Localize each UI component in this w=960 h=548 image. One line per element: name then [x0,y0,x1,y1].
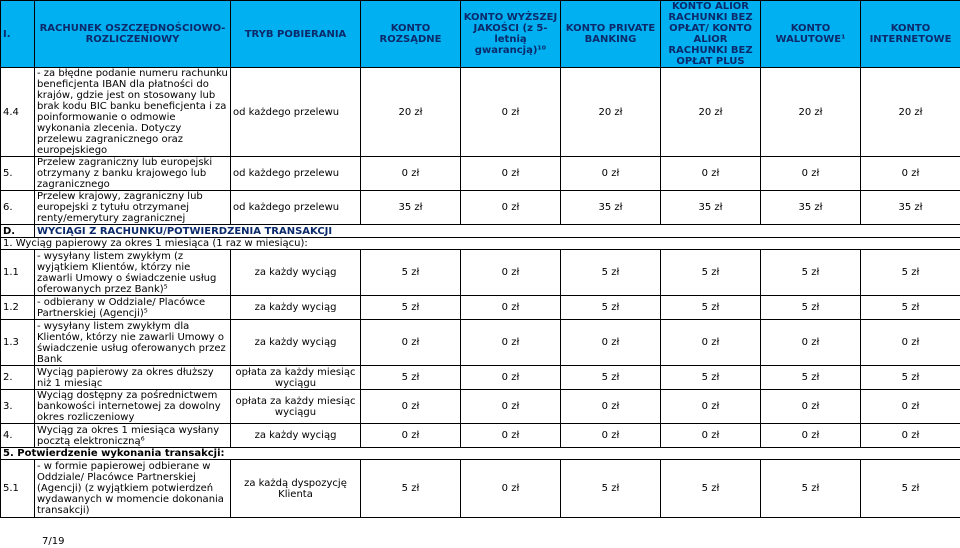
fee-value: 5 zł [661,460,761,518]
fee-value: 0 zł [361,424,461,448]
fee-value: 0 zł [461,250,561,296]
fee-value: 0 zł [761,157,861,191]
subsection-row [1,238,960,250]
subsection-title: 5. Potwierdzenie wykonania transakcji: [1,448,960,460]
row-number: 1.3 [1,320,35,366]
row-description: - wysyłany listem zwykłym (z wyjątkiem Klientów, którzy nie zawarli Umowy o świadczenie usług oferowanych przez Bank)⁵ [35,250,231,296]
row-number: 4. [1,424,35,448]
fee-value: 0 zł [361,157,461,191]
fee-value: 0 zł [461,320,561,366]
fee-value: 5 zł [361,250,461,296]
fee-value: 5 zł [361,296,461,320]
table-row [1,460,960,518]
subsection-title: 1. Wyciąg papierowy za okres 1 miesiąca (1 raz w miesiącu): [1,238,960,250]
fee-value: 0 zł [761,424,861,448]
row-mode: za każdy wyciąg [231,250,361,296]
table-row [1,157,960,191]
row-mode: za każdy wyciąg [231,296,361,320]
fee-value: 35 zł [361,191,461,225]
subsection-row [1,448,960,460]
row-description: Przelew zagraniczny lub europejski otrzymany z banku krajowego lub zagranicznego [35,157,231,191]
header-konto-internetowe: KONTO INTERNETOWE [861,1,960,68]
section-title: WYCIĄGI Z RACHUNKU/POTWIERDZENIA TRANSAKCJI [35,225,960,238]
row-number: 1.1 [1,250,35,296]
table-row [1,366,960,390]
row-description: - wysyłany listem zwykłym dla Klientów, którzy nie zawarli Umowy o świadczenie usług oferowanych przez Bank [35,320,231,366]
fee-value: 0 zł [561,320,661,366]
fee-value: 0 zł [861,320,960,366]
fee-value: 35 zł [861,191,960,225]
fee-value: 0 zł [661,320,761,366]
row-mode: od każdego przelewu [231,68,361,157]
row-description: Wyciąg za okres 1 miesiąca wysłany pocztą elektroniczną⁶ [35,424,231,448]
fee-value: 5 zł [561,250,661,296]
row-description: - odbierany w Oddziale/ Placówce Partnerskiej (Agencji)⁵ [35,296,231,320]
header-konto-walutowe: KONTO WALUTOWE¹ [761,1,861,68]
fee-value: 0 zł [761,390,861,424]
fee-value: 0 zł [861,424,960,448]
row-description: Wyciąg dostępny za pośrednictwem bankowości internetowej za dowolny okres rozliczeniowy [35,390,231,424]
fee-value: 0 zł [361,390,461,424]
fee-value: 5 zł [661,250,761,296]
fee-value: 0 zł [561,157,661,191]
fee-value: 0 zł [461,296,561,320]
fee-value: 5 zł [661,296,761,320]
row-number: 5.1 [1,460,35,518]
header-konto-rozsadne: KONTO ROZSĄDNE [361,1,461,68]
fee-value: 20 zł [761,68,861,157]
fee-value: 5 zł [361,460,461,518]
row-number: 4.4 [1,68,35,157]
fee-value: 5 zł [561,296,661,320]
fee-value: 20 zł [361,68,461,157]
header-mode: TRYB POBIERANIA [231,1,361,68]
fee-value: 5 zł [661,366,761,390]
row-mode: od każdego przelewu [231,191,361,225]
row-mode: opłata za każdy miesiąc wyciągu [231,366,361,390]
fee-value: 0 zł [461,366,561,390]
fee-value: 5 zł [861,460,960,518]
row-mode: od każdego przelewu [231,157,361,191]
fee-value: 20 zł [561,68,661,157]
row-description: - za błędne podanie numeru rachunku beneficjenta IBAN dla płatności do krajów, gdzie jest on stosowany lub brak kodu BIC banku beneficjenta i za poinformowanie o odmowie wykonania zlecenia. Dotyczy przelewu zagranicznego oraz europejskiego [35,68,231,157]
fee-value: 5 zł [761,460,861,518]
table-row [1,191,960,225]
section-header [1,225,960,238]
row-mode: za każdy wyciąg [231,320,361,366]
row-number: 6. [1,191,35,225]
row-description: Wyciąg papierowy za okres dłuższy niż 1 miesiąc [35,366,231,390]
fee-value: 0 zł [461,68,561,157]
fee-value: 0 zł [461,424,561,448]
table-row [1,320,960,366]
fee-value: 0 zł [561,424,661,448]
fee-value: 0 zł [561,390,661,424]
table-row [1,68,960,157]
fee-value: 20 zł [861,68,960,157]
fee-value: 0 zł [661,424,761,448]
table-row [1,296,960,320]
header-konto-wyzszej-jakosci: KONTO WYŻSZEJ JAKOŚCI (z 5-letnią gwarancją)¹⁰ [461,1,561,68]
header-row [1,1,960,68]
fee-value: 5 zł [761,366,861,390]
row-mode: opłata za każdy miesiąc wyciągu [231,390,361,424]
fee-value: 5 zł [861,250,960,296]
fee-value: 0 zł [861,390,960,424]
fee-value: 5 zł [761,250,861,296]
page-number: 7/19 [42,536,65,547]
header-lp: I. [1,1,35,68]
row-description: Przelew krajowy, zagraniczny lub europejski z tytułu otrzymanej renty/emerytury zagranicznej [35,191,231,225]
fee-value: 35 zł [561,191,661,225]
fee-value: 0 zł [361,320,461,366]
header-konto-private-banking: KONTO PRIVATE BANKING [561,1,661,68]
table-row [1,390,960,424]
fee-value: 5 zł [361,366,461,390]
fee-value: 0 zł [461,191,561,225]
table-row [1,250,960,296]
row-mode: za każdy wyciąg [231,424,361,448]
table-row [1,424,960,448]
fee-value: 0 zł [461,390,561,424]
fee-value: 0 zł [461,157,561,191]
fee-value: 5 zł [561,460,661,518]
header-konto-alior-rachunki: KONTO ALIOR RACHUNKI BEZ OPŁAT/ KONTO ALIOR RACHUNKI BEZ OPŁAT PLUS [661,1,761,68]
row-mode: za każdą dyspozycję Klienta [231,460,361,518]
row-number: 2. [1,366,35,390]
fee-value: 5 zł [561,366,661,390]
fee-value: 0 zł [661,390,761,424]
fee-value: 5 zł [761,296,861,320]
fee-value: 0 zł [761,320,861,366]
fee-value: 5 zł [861,366,960,390]
fee-value: 35 zł [661,191,761,225]
fee-value: 0 zł [861,157,960,191]
row-description: - w formie papierowej odbierane w Oddziale/ Placówce Partnerskiej (Agencji) (z wyjątkiem potwierdzeń wydawanych w momencie dokonania transakcji) [35,460,231,518]
row-number: 1.2 [1,296,35,320]
section-letter: D. [1,225,35,238]
fee-value: 0 zł [461,460,561,518]
fee-value: 0 zł [661,157,761,191]
fee-value: 35 zł [761,191,861,225]
row-number: 5. [1,157,35,191]
header-account-name: RACHUNEK OSZCZĘDNOŚCIOWO-ROZLICZENIOWY [35,1,231,68]
fee-value: 20 zł [661,68,761,157]
fee-value: 5 zł [861,296,960,320]
row-number: 3. [1,390,35,424]
